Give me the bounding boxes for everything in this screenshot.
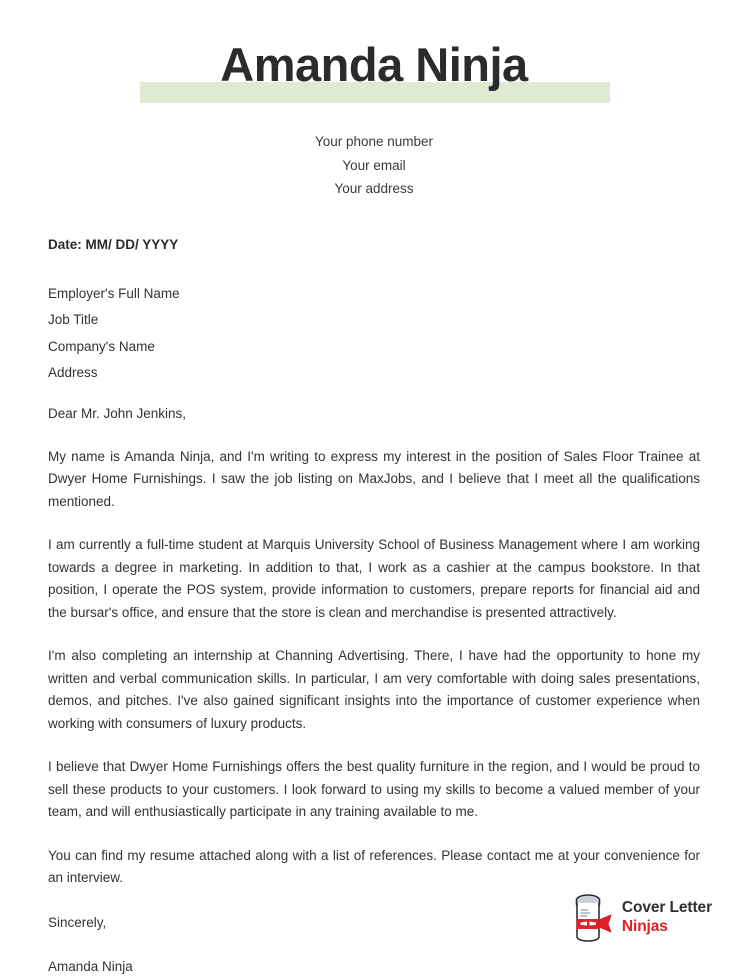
name-heading-wrapper: [0, 36, 748, 108]
recipient-name: Employer's Full Name: [48, 285, 180, 301]
contact-address: Your address: [334, 181, 414, 196]
body-paragraph-1: My name is Amanda Ninja, and I'm writing to express my interest in the position of Sales Floor Trainee at Dwyer Home Furnishings. I saw the job listing on MaxJobs, and I believe that I meet all the qualifications mentioned.: [48, 448, 700, 509]
ninja-document-icon: [567, 891, 613, 943]
body-paragraph-2: I am currently a full-time student at Marquis University School of Business Management where I am working towards a degree in marketing. In addition to that, I work as a cashier at the campus bookstore. In that position, I operate the POS system, provide information to customers, prepare reports for financial aid and the bursar's office, and ensure that the store is clean and merchandise is presented attractively.: [48, 537, 700, 620]
letter-body: [48, 235, 700, 978]
recipient-address: Address: [48, 365, 98, 380]
contact-block: [0, 130, 748, 201]
recipient-block: [48, 281, 700, 387]
salutation: Dear Mr. John Jenkins,: [48, 405, 187, 421]
body-paragraph-4: I believe that Dwyer Home Furnishings offers the best quality furniture in the region, and I would be proud to sell these products to your customers. I look forward to using my skills to become a valued member of your team, and will enthusiastically participate in any training available to me.: [48, 759, 700, 819]
contact-email: Your email: [342, 157, 406, 173]
signature-line: Amanda Ninja: [48, 958, 133, 974]
page-title: Amanda Ninja: [220, 38, 528, 91]
closing-line: Sincerely,: [48, 914, 107, 930]
brand-line-secondary: Ninjas: [621, 917, 668, 935]
brand-text: [622, 900, 712, 934]
letter-header: [0, 0, 748, 201]
body-paragraph-3: I'm also completing an internship at Channing Advertising. There, I have had the opportunity to hone my written and verbal communication skills. In particular, I am very comfortable with doing sales presentations, demos, and pitches. I've also gained significant insights into the importance of customer experience when working with consumers of luxury products.: [48, 648, 700, 731]
brand-line-primary: Cover Letter: [621, 899, 712, 916]
brand-logo: [567, 891, 712, 943]
body-paragraph-5: You can find my resume attached along with a list of references. Please contact me at your convenience for an interview.: [48, 847, 700, 885]
date-line: Date: MM/ DD/ YYYY: [48, 236, 179, 252]
contact-phone: Your phone number: [314, 134, 434, 149]
recipient-company: Company's Name: [48, 338, 155, 354]
recipient-job-title: Job Title: [48, 312, 99, 327]
